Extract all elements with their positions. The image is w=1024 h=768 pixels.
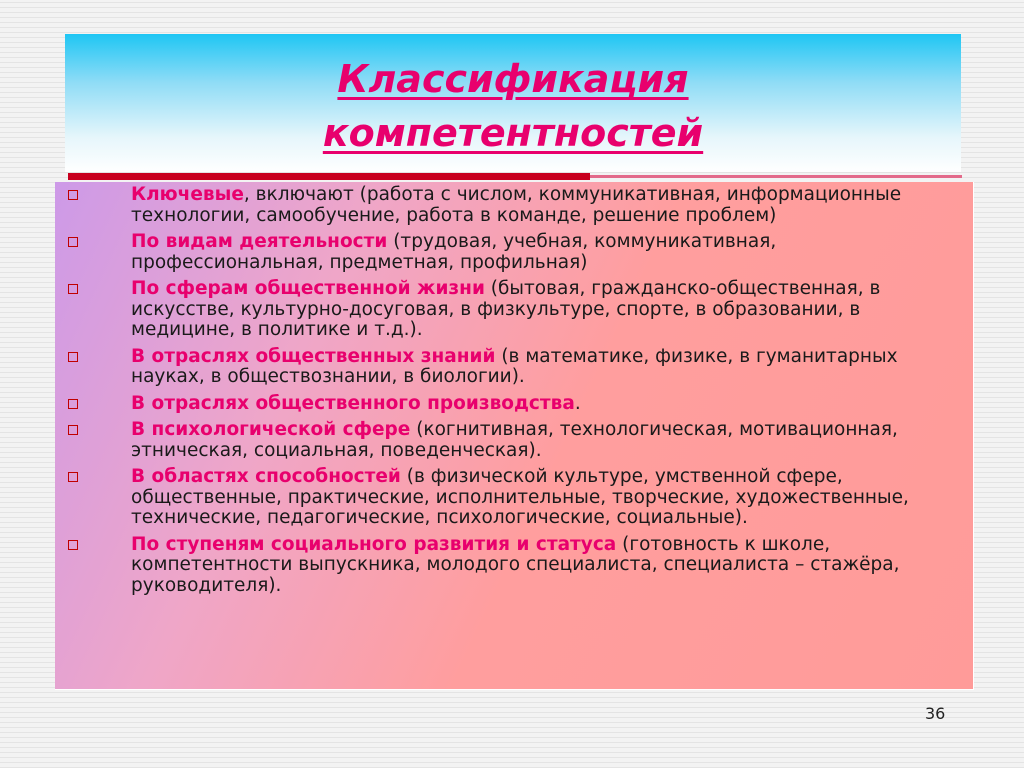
item-text: , включают (работа с числом, коммуникативная, информационные технологии, самообучение, работа в команде, решение проблем) [131, 184, 902, 226]
square-bullet-icon [68, 540, 78, 550]
content-panel [55, 182, 974, 690]
item-highlight: В отраслях общественных знаний [131, 345, 496, 367]
list-item [55, 467, 973, 529]
square-bullet-icon [68, 425, 78, 435]
list-item [55, 394, 973, 415]
slide-title [65, 52, 961, 160]
list-item [55, 185, 973, 226]
item-text: (трудовая, учебная, коммуникативная, профессиональная, предметная, профильная) [131, 231, 777, 273]
page-number: 36 [925, 704, 946, 723]
square-bullet-icon [68, 237, 78, 247]
square-bullet-icon [68, 352, 78, 362]
title-line-2: компетентностей [322, 111, 704, 155]
item-text: (когнитивная, технологическая, мотивационная, этническая, социальная, поведенческая). [131, 419, 898, 461]
title-banner [65, 34, 961, 172]
list-item [55, 347, 973, 388]
list-item [55, 232, 973, 273]
list-item [55, 420, 973, 461]
item-highlight: По сферам общественной жизни [131, 278, 485, 299]
square-bullet-icon [68, 472, 78, 482]
item-text: (готовность к школе, компетентности выпускника, молодого специалиста, специалиста – стажёра, руководителя). [131, 533, 900, 596]
square-bullet-icon [68, 399, 78, 409]
item-highlight: Ключевые [131, 184, 244, 205]
title-divider-pink [590, 175, 962, 178]
item-text: (бытовая, гражданско-общественная, в искусстве, культурно-досуговая, в физкультуре, спорте, в образовании, в медицине, в политике и т.д.). [131, 278, 881, 340]
item-text: (в физической культуре, умственной сфере, общественные, практические, исполнительные, творческие, художественные, технические, педагогические, психологические, социальные). [131, 466, 909, 528]
item-text: (в математике, физике, в гуманитарных науках, в обществознании, в биологии). [131, 345, 898, 387]
title-line-1: Классификация [337, 57, 689, 101]
item-highlight: По видам деятельности [131, 231, 388, 252]
square-bullet-icon [68, 190, 78, 200]
list-item [55, 279, 973, 341]
list-item [55, 535, 973, 597]
title-divider-red [68, 173, 590, 180]
item-highlight: В областях способностей [131, 466, 401, 487]
classification-list [55, 185, 973, 602]
square-bullet-icon [68, 284, 78, 294]
item-highlight: В отраслях общественного производства [131, 392, 575, 414]
item-text: . [574, 392, 581, 414]
item-highlight: В психологической сфере [131, 419, 411, 440]
item-highlight: По ступеням социального развития и статуса [131, 533, 617, 555]
